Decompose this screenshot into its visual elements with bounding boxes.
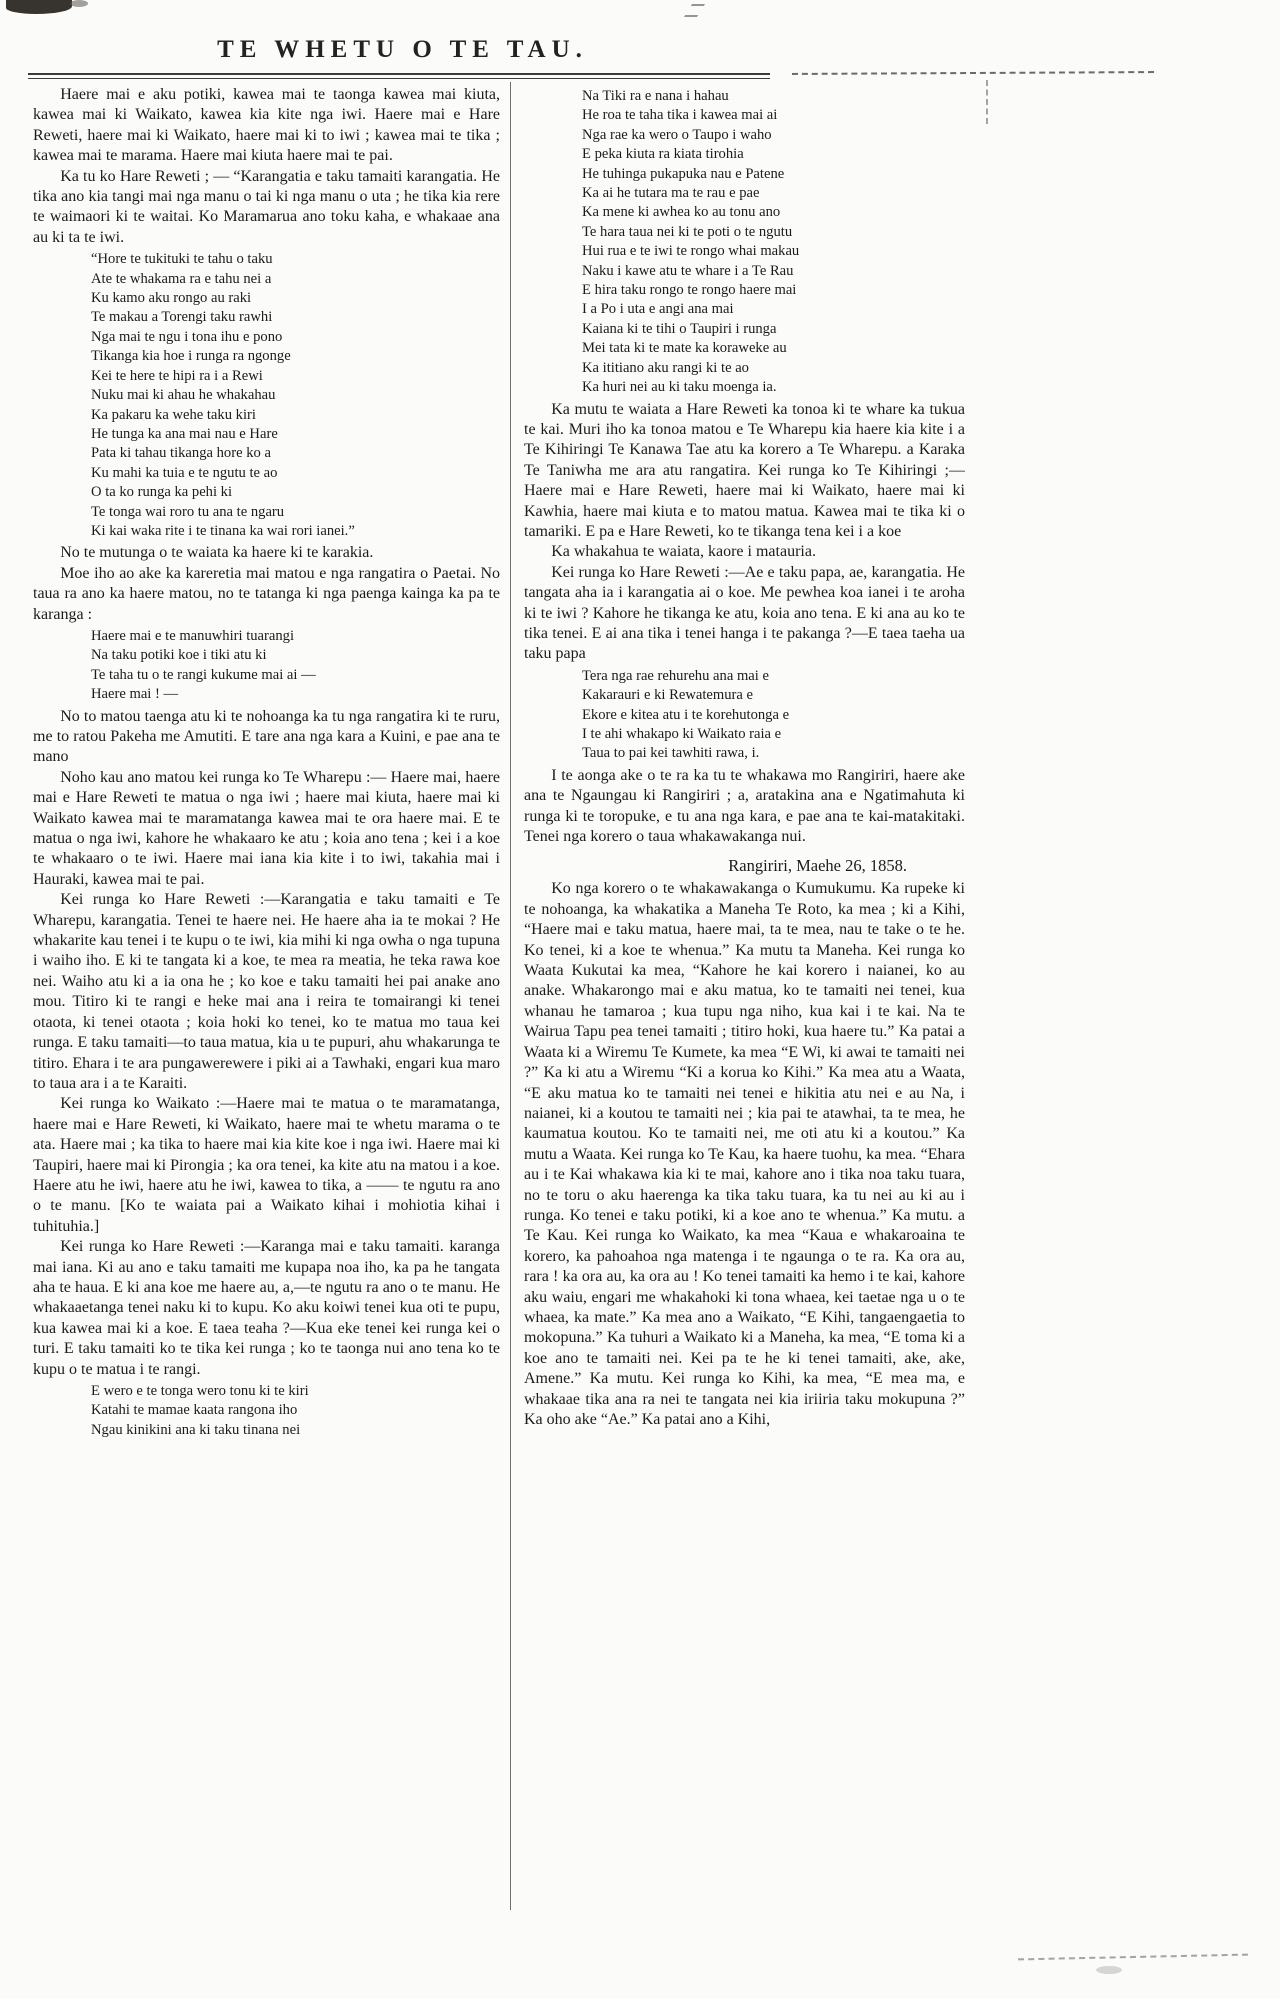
ink-smudge-small bbox=[70, 0, 88, 7]
masthead-double-rule bbox=[28, 73, 770, 79]
verse-line: He roa te taha tika i kawea mai ai bbox=[582, 107, 778, 124]
right-column bbox=[524, 85, 965, 1990]
paragraph: Kei runga ko Hare Reweti :—Karanga mai e taku tamaiti. karanga mai iana. Ki au ano e taku tamaiti me kupapa noa iho, ka pa he tangata aha te haua. E ki ana koe me haere au, a,—te ngutu ra ano o te manu. He whakaaetanga tenei naku ki to kupu. Ko aku koiwi tenei kua oti te pupu, kua kawea mai ki a koe. E taea teaha ?—Kua eke tenei kei runga kei o turi. E taku tamaiti ko te tika kei runga ; ko te taonga nui ano tena ko te kupu o te matua i te rangi. bbox=[33, 1238, 500, 1378]
verse-line: Ka mene ki awhea ko au tonu ano bbox=[582, 204, 781, 221]
ink-smudge bbox=[6, 0, 72, 14]
verse-line: Hui rua e te iwi te rongo whai makau bbox=[582, 243, 800, 260]
verse-line: E hira taku rongo te rongo haere mai bbox=[582, 282, 797, 299]
scan-mark bbox=[684, 4, 705, 17]
verse-block bbox=[582, 667, 965, 764]
masthead-title: TE WHETU O TE TAU. bbox=[217, 36, 588, 63]
verse-line: Tera nga rae rehurehu ana mai e bbox=[582, 667, 769, 684]
paragraph: Ka whakahua te waiata, kaore i matauria. bbox=[551, 543, 816, 561]
column-divider-rule bbox=[510, 82, 511, 1910]
left-column bbox=[33, 85, 500, 1990]
scan-smudge-bottom-right bbox=[1096, 1966, 1122, 1974]
verse-line: Ka huri nei au ki taku moenga ia. bbox=[582, 379, 777, 396]
verse-line: Tikanga kia hoe i runga ra ngonge bbox=[91, 348, 291, 365]
paragraph: Ka tu ko Hare Reweti ; — “Karangatia e taku tamaiti karangatia. He tika ano kia tangi mai nga manu o tai ki nga manu o uta ; he tika kia rere te waimaori ki te waitai. Ko Maramarua ano toku kaha, e whakaae ana au ki ta te iwi. bbox=[33, 167, 500, 246]
paragraph: I te aonga ake o te ra ka tu te whakawa mo Rangiriri, haere ake ana te Ngaungau ki Rangiriri ; a, aratakina ana e Ngatimahuta ki runga ki te toropuke, e tu ana nga kara, e pae ana te kai-matakitaki. Tenei nga korero o taua whakawakanga nui. bbox=[524, 766, 965, 846]
verse-line: He tunga ka ana mai nau e Hare bbox=[91, 425, 278, 442]
verse-line: Na Tiki ra e nana i hahau bbox=[582, 88, 729, 104]
verse-line: Ekore e kitea atu i te korehutonga e bbox=[582, 706, 790, 723]
verse-line: Ngau kinikini ana ki taku tinana nei bbox=[91, 1421, 301, 1438]
verse-line: Haere mai e te manuwhiri tuarangi bbox=[91, 627, 295, 644]
torn-edge-dashes-top bbox=[792, 71, 1154, 75]
verse-line: Naku i kawe atu te whare i a Te Rau bbox=[582, 262, 794, 279]
paragraph: Ka mutu te waiata a Hare Reweti ka tonoa ki te whare ka tukua te kai. Muri iho ka tonoa matou e Te Wharepu kia haere kia kite i a Te Kihiringi Te Kanawa Tae atu ka korero a Te Wharepu. a Karaka Te Taniwha me ara atu rangatira. Kei runga ko Te Kihiringi ;—Haere mai e Hare Reweti, haere mai ki Waikato, haere mai ki Kawhia, haere mai kiuta e to matou matua. Kawea mai te tika ki o tamariki. E pa e Hare Reweti, ko te tikanga tena kei i a koe bbox=[524, 400, 965, 540]
paragraph: Kei runga ko Hare Reweti :—Karangatia e taku tamaiti e Te Wharepu, karangatia. Tenei te haere nei. He haere aha ia te mokai ? He whakarite kau tenei i te kupu o te iwi, kia mihi ki nga owha o nga tupuna i waiho iho. E ki te tangata ki a koe, te mea ra meatia, he teka rawa koe nei. Waiho atu ki a ia ona he ; ko koe e taku tamaiti hei pai anake ano mou. Titiro ki te rangi e heke mai ana i reira te tomairangi ki tenei otaota, ki tenei otaota ; koia hoki ko tenei, ko te matua mo taua kei runga. E taku tamaiti—to taua matua, kia u te pupuri, ahu whakarunga te titiro. Ehara i te ara pungawerewere i piki ai a Tawhaki, engari kua maro to taua ara i a te Karaiti. bbox=[33, 891, 500, 1092]
verse-line: He tuhinga pukapuka nau e Patene bbox=[582, 165, 785, 182]
verse-line: Taua to pai kei tawhiti rawa, i. bbox=[582, 745, 760, 762]
verse-block bbox=[91, 250, 500, 541]
verse-line: E wero e te tonga wero tonu ki te kiri bbox=[91, 1383, 309, 1399]
verse-line: I te ahi whakapo ki Waikato raia e bbox=[582, 726, 782, 742]
verse-line: Te hara taua nei ki te poti o te ngutu bbox=[582, 223, 793, 240]
verse-line: O ta ko runga ka pehi ki bbox=[91, 484, 233, 501]
verse-line: Ka ititiano aku rangi ki te ao bbox=[582, 359, 749, 376]
verse-line: Kaiana ki te tihi o Taupiri i runga bbox=[582, 320, 777, 337]
verse-line: I a Po i uta e angi ana mai bbox=[582, 301, 734, 318]
paragraph: No te mutunga o te waiata ka haere ki te karakia. bbox=[60, 544, 374, 562]
verse-line: Ki kai waka rite i te tinana ka wai rori ianei.” bbox=[91, 522, 355, 539]
paragraph: Moe iho ao ake ka kareretia mai matou e nga rangatira o Paetai. No taua ra ano ka haere matou, no te tatanga ki nga paenga kainga ka pa te karanga : bbox=[33, 564, 500, 623]
verse-line: Kei te here te hipi ra i a Rewi bbox=[91, 367, 263, 384]
verse-line: E peka kiuta ra kiata tirohia bbox=[582, 146, 744, 163]
verse-line: Te taha tu o te rangi kukume mai ai — bbox=[91, 666, 316, 683]
verse-line: Nga rae ka wero o Taupo i waho bbox=[582, 126, 772, 143]
verse-line: Nuku mai ki ahau he whakahau bbox=[91, 387, 276, 404]
paragraph: Ko nga korero o te whakawakanga o Kumukumu. Ka rupeke ki te nohoanga, ka whakatika a Maneha Te Roto, ka mea ; ki a Kihi, “Haere mai e taku matua, haere mai, ta te mea, nau te take o te he. Ko tenei, ki a koe te whenua.” Ka mutu ta Maneha. Kei runga ko Waata Kukutai ka mea, “Kahore he kai korero i naianei, ko au anake. Whakarongo mai e aku matua, ko te tamaiti nei tenei, kua whanau he tamaroa ; kua tupu nga niho, kua kai i te kai. Na te Wairua Tapu pea tenei tamaiti ; titiro hoki, kua haere tu.” Ka patai a Waata ki a Wiremu Te Kumete, ka mea “E Wi, ki awai te tamaiti nei ?” Ka ki atu a Wiremu “Ki a korua ko Kihi.” Ka mea atu a Waata, “E aku matua ko te tamaiti nei tenei e hikitia atu nei e au Na, i naianei, ki a koutou te tamaiti nei ; kia pai te atawhai, ta te mea, he kaumatua koutou. Ko te tamaiti nei, me oti atu ki a koutou.” Ka mutu a Waata. Kei runga ko Te Kau, ka haere tuohu, ka mea. “Ehara au i te Kai whakawa kia ki te mai, kahore ano i tika noa taku tuara, no te toru o aku haerenga ka tika taku tuara, ka tu nei au ki au i runga. Ko tenei e taku potiki, ki a koe ano te whenua.” Ka mutu. a Te Kau. Kei runga ko Waikato, ka mea “Kaua e whakaroaina te korero, ka pahoahoa nga matenga i te ngaunga o te ra. Ka ora au, rara ! ka ora au, ka ora au ! Ko tenei tamaiti ka hemo i te kai, kahore aku waiu, engari me whakahoki ki tona whaea, kei taetae nga u o te whaea, ka mate.” Ka mea ano a Waikato, “E Kihi, tangaengaetia to mokopuna.” Ka tuhuri a Waikato ki a Maneha, ka mea, “E toma ki a koe ano te tamaiti nei. Kei pa te he ki tenei tamaiti, ake, ake, Amene.” Ka mutu. Kei runga ko Kihi, ka mea, “E mea ma, e whakaae tika ana ra nei te tangata nei kia iriiria taku mokupuna ?” Ka oho ake “Ae.” Ka patai ano a Kihi, bbox=[524, 880, 965, 1428]
torn-edge-dashes-bottom bbox=[1018, 1954, 1248, 1961]
verse-line: Te makau a Torengi taku rawhi bbox=[91, 309, 273, 326]
verse-block bbox=[91, 1382, 500, 1440]
verse-line: Ka pakaru ka wehe taku kiri bbox=[91, 406, 256, 423]
paragraph: Kei runga ko Waikato :—Haere mai te matua o te maramatanga, haere mai e Hare Reweti, ki Waikato, haere mai te whetu marama o te ata. Haere mai ; ka tika to haere mai kia kite koe i nga iwi. Haere mai ki Taupiri, haere mai ki Pirongia ; ka ora tenei, ka kite atu na matou i a koe. Haere atu he iwi, haere atu he iwi, kawea to tika, a —— te ngutu ra ano o te manu. [Ko te waiata pai a Waikato kihai i mohiotia kihai i tuhituhia.] bbox=[33, 1095, 500, 1235]
verse-line: Ku mahi ka tuia e te ngutu te ao bbox=[91, 464, 278, 481]
verse-block bbox=[91, 627, 500, 705]
paragraph: Kei runga ko Hare Reweti :—Ae e taku papa, ae, karangatia. He tangata aha ia i karangatia ai o koe. Me pewhea koa ianei i te aroha ki te iwi ? Kahore he tikanga ke atu, koia ano tena. E ki ana au ko te tika tenei. E ai ana tika i tenei hanga i te pakanga ?—E taea taeha ua taku papa bbox=[524, 563, 965, 663]
verse-line: “Hore te tukituki te tahu o taku bbox=[91, 251, 273, 268]
verse-line: Te tonga wai roro tu ana te ngaru bbox=[91, 503, 285, 520]
verse-line: Nga mai te ngu i tona ihu e pono bbox=[91, 328, 283, 345]
verse-line: Katahi te mamae kaata rangona iho bbox=[91, 1402, 298, 1419]
verse-line: Na taku potiki koe i tiki atu ki bbox=[91, 647, 267, 664]
verse-line: Kakarauri e ki Rewatemura e bbox=[582, 687, 753, 704]
verse-line: Pata ki tahau tikanga hore ko a bbox=[91, 445, 271, 462]
paragraph: Noho kau ano matou kei runga ko Te Wharepu :— Haere mai, haere mai e Hare Reweti te matua o nga iwi ; haere mai kiuta, haere mai ki Waikato kawea mai te maramatanga kawea mai te ora haere mai. E te matua o nga iwi, kahore he whakaaro ke atu ; koia ano tena ; kei i a koe te whakaaro o te iwi. Haere mai iana kia kite i to iwi, takahia mai i Hauraki, kawea mai te pai. bbox=[33, 768, 500, 888]
verse-line: Mei tata ki te mate ka koraweke au bbox=[582, 340, 787, 357]
torn-edge-dashes-vertical bbox=[986, 80, 988, 124]
verse-line: Ate te whakama ra e tahu nei a bbox=[91, 270, 272, 287]
verse-line: Ku kamo aku rongo au raki bbox=[91, 290, 252, 307]
paragraph: Haere mai e aku potiki, kawea mai te taonga kawea mai kiuta, kawea mai ki Waikato, kawea kia kite nga iwi. Haere mai e Hare Reweti, haere mai ki Waikato, haere mai ki to iwi ; kawea mai te tika ; kawea mai te marama. Haere mai kiuta haere mai te pai. bbox=[33, 86, 500, 165]
verse-line: Ka ai he tutara ma te rau e pae bbox=[582, 185, 760, 202]
verse-line: Haere mai ! — bbox=[91, 686, 179, 703]
dateline-heading: Rangiriri, Maehe 26, 1858. bbox=[728, 856, 907, 876]
paragraph: No to matou taenga atu ki te nohoanga ka tu nga rangatira ki te ruru, me to ratou Pakeha me Amutiti. E tare ana nga kara a Kuini, e pae ana te mano bbox=[33, 707, 500, 766]
verse-block bbox=[582, 87, 965, 398]
